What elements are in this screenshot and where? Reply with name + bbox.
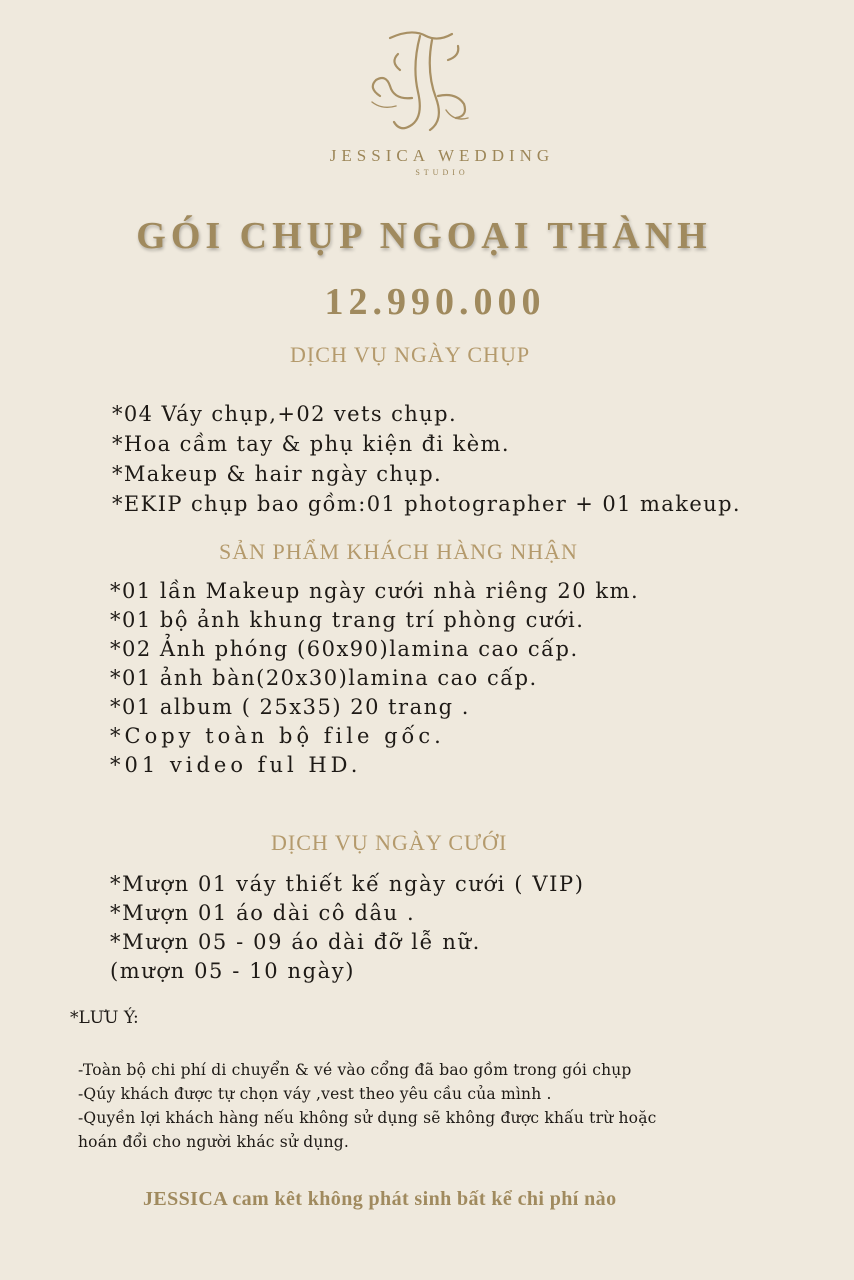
- list-item: *01 album ( 25x35) 20 trang .: [110, 695, 470, 719]
- page-title: GÓI CHỤP NGOẠI THÀNH: [136, 215, 712, 257]
- shoot-day-list: [112, 399, 741, 519]
- list-item: (mượn 05 - 10 ngày): [110, 959, 355, 983]
- package-price: 12.990.000: [324, 281, 546, 323]
- wedding-day-heading: DỊCH VỤ NGÀY CƯỚI: [271, 830, 508, 855]
- list-item: *Copy toàn bộ file gốc.: [110, 724, 445, 748]
- list-item: *Makeup & hair ngày chụp.: [112, 462, 443, 486]
- brand-subtitle: STUDIO: [415, 168, 469, 177]
- list-item: *04 Váy chụp,+02 vets chụp.: [112, 402, 458, 426]
- list-item: *01 video ful HD.: [110, 753, 362, 777]
- list-item: *01 bộ ảnh khung trang trí phòng cưới.: [110, 608, 585, 632]
- brand-name: JESSICA WEDDING: [329, 146, 555, 165]
- note-item: -Toàn bộ chi phí di chuyển & vé vào cổng đã bao gồm trong gói chụp: [78, 1061, 632, 1079]
- note-item: hoán đổi cho người khác sử dụng.: [78, 1133, 350, 1151]
- products-list: [110, 577, 639, 780]
- list-item: *Mượn 01 váy thiết kế ngày cưới ( VIP): [110, 872, 585, 896]
- closing-statement: JESSICA cam kêt không phát sinh bất kể chi phí nào: [143, 1188, 617, 1210]
- jessica-monogram-icon: [360, 26, 480, 138]
- list-item: *02 Ảnh phóng (60x90)lamina cao cấp.: [110, 637, 579, 661]
- note-item: -Qúy khách được tự chọn váy ,vest theo yêu cầu của mình .: [78, 1085, 552, 1103]
- list-item: *Mượn 05 - 09 áo dài đỡ lễ nữ.: [110, 930, 481, 954]
- list-item: *01 ảnh bàn(20x30)lamina cao cấp.: [110, 666, 538, 690]
- notes-heading: *LƯU Ý:: [70, 1008, 139, 1028]
- shoot-day-heading: DỊCH VỤ NGÀY CHỤP: [290, 342, 531, 367]
- list-item: *EKIP chụp bao gồm:01 photographer + 01 makeup.: [112, 492, 742, 516]
- list-item: *01 lần Makeup ngày cưới nhà riêng 20 km.: [110, 579, 640, 603]
- note-item: -Quyền lợi khách hàng nếu không sử dụng sẽ không được khấu trừ hoặc: [78, 1109, 657, 1127]
- list-item: *Hoa cầm tay & phụ kiện đi kèm.: [112, 432, 510, 456]
- wedding-day-list: [110, 870, 585, 986]
- notes-list: [78, 1058, 657, 1154]
- products-heading: SẢN PHẨM KHÁCH HÀNG NHẬN: [219, 539, 578, 564]
- list-item: *Mượn 01 áo dài cô dâu .: [110, 901, 416, 925]
